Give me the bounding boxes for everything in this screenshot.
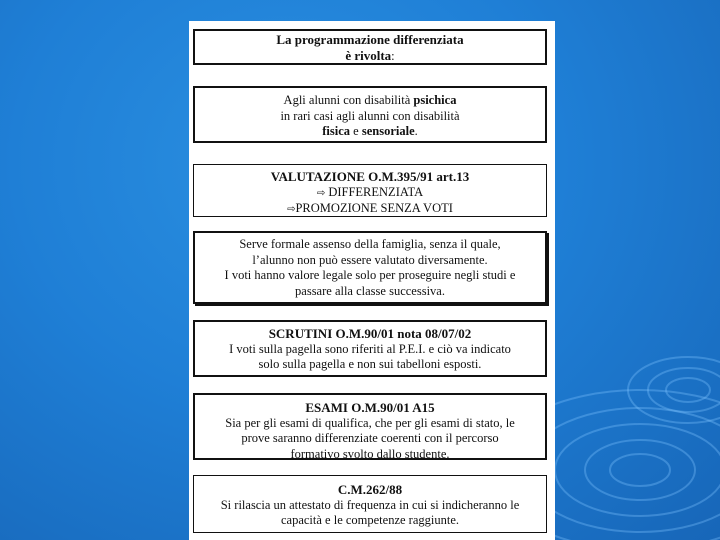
esami-line-1: Sia per gli esami di qualifica, che per gli esami di stato, le [225, 415, 515, 430]
programmazione-title: La programmazione differenziata [276, 32, 464, 47]
valutazione-item-promozione: ⇨PROMOZIONE SENZA VOTI [287, 201, 453, 215]
document-page [189, 21, 555, 540]
programmazione-subtitle: è rivolta: [345, 47, 395, 63]
valutazione-title: VALUTAZIONE O.M.395/91 art.13 [270, 169, 470, 184]
scrutini-box [193, 320, 547, 377]
assenso-line-3: I voti hanno valore legale solo per proseguire negli studi e [224, 268, 516, 282]
esami-line-2: prove saranno differenziate coerenti con il percorso [241, 431, 499, 445]
esami-title: ESAMI O.M.90/01 A15 [305, 400, 435, 415]
scrutini-line-1: I voti sulla pagella sono riferiti al P.E.I. e ciò va indicato [229, 341, 511, 356]
assenso-line-4: passare alla classe successiva. [295, 283, 445, 298]
destinatari-line-1: Agli alunni con disabilità psichica [283, 93, 457, 107]
programmazione-box [193, 29, 547, 65]
destinatari-line-3: fisica e sensoriale. [322, 124, 418, 138]
cm-title: C.M.262/88 [337, 482, 403, 497]
destinatari-box [193, 86, 547, 143]
assenso-line-2: l’alunno non può essere valutato diversamente. [252, 252, 488, 267]
cm-line-2: capacità e le competenze raggiunte. [280, 513, 460, 527]
destinatari-line-2: in rari casi agli alunni con disabilità [280, 108, 460, 123]
cm-line-1: Si rilascia un attestato di frequenza in cui si indicheranno le [220, 497, 520, 512]
esami-box [193, 393, 547, 460]
assenso-line-1: Serve formale assenso della famiglia, senza il quale, [239, 237, 501, 251]
valutazione-box [193, 164, 547, 217]
valutazione-item-differenziata: ⇨ DIFFERENZIATA [316, 184, 424, 199]
scrutini-title: SCRUTINI O.M.90/01 nota 08/07/02 [268, 326, 472, 341]
scrutini-line-2: solo sulla pagella e non sui tabelloni esposti. [258, 357, 482, 371]
assenso-box [193, 231, 547, 304]
arrow-right-icon: ⇨ [316, 187, 326, 199]
cm-box [193, 475, 547, 533]
esami-line-3: formativo svolto dallo studente. [290, 446, 450, 460]
arrow-right-icon: ⇨ [287, 204, 296, 215]
